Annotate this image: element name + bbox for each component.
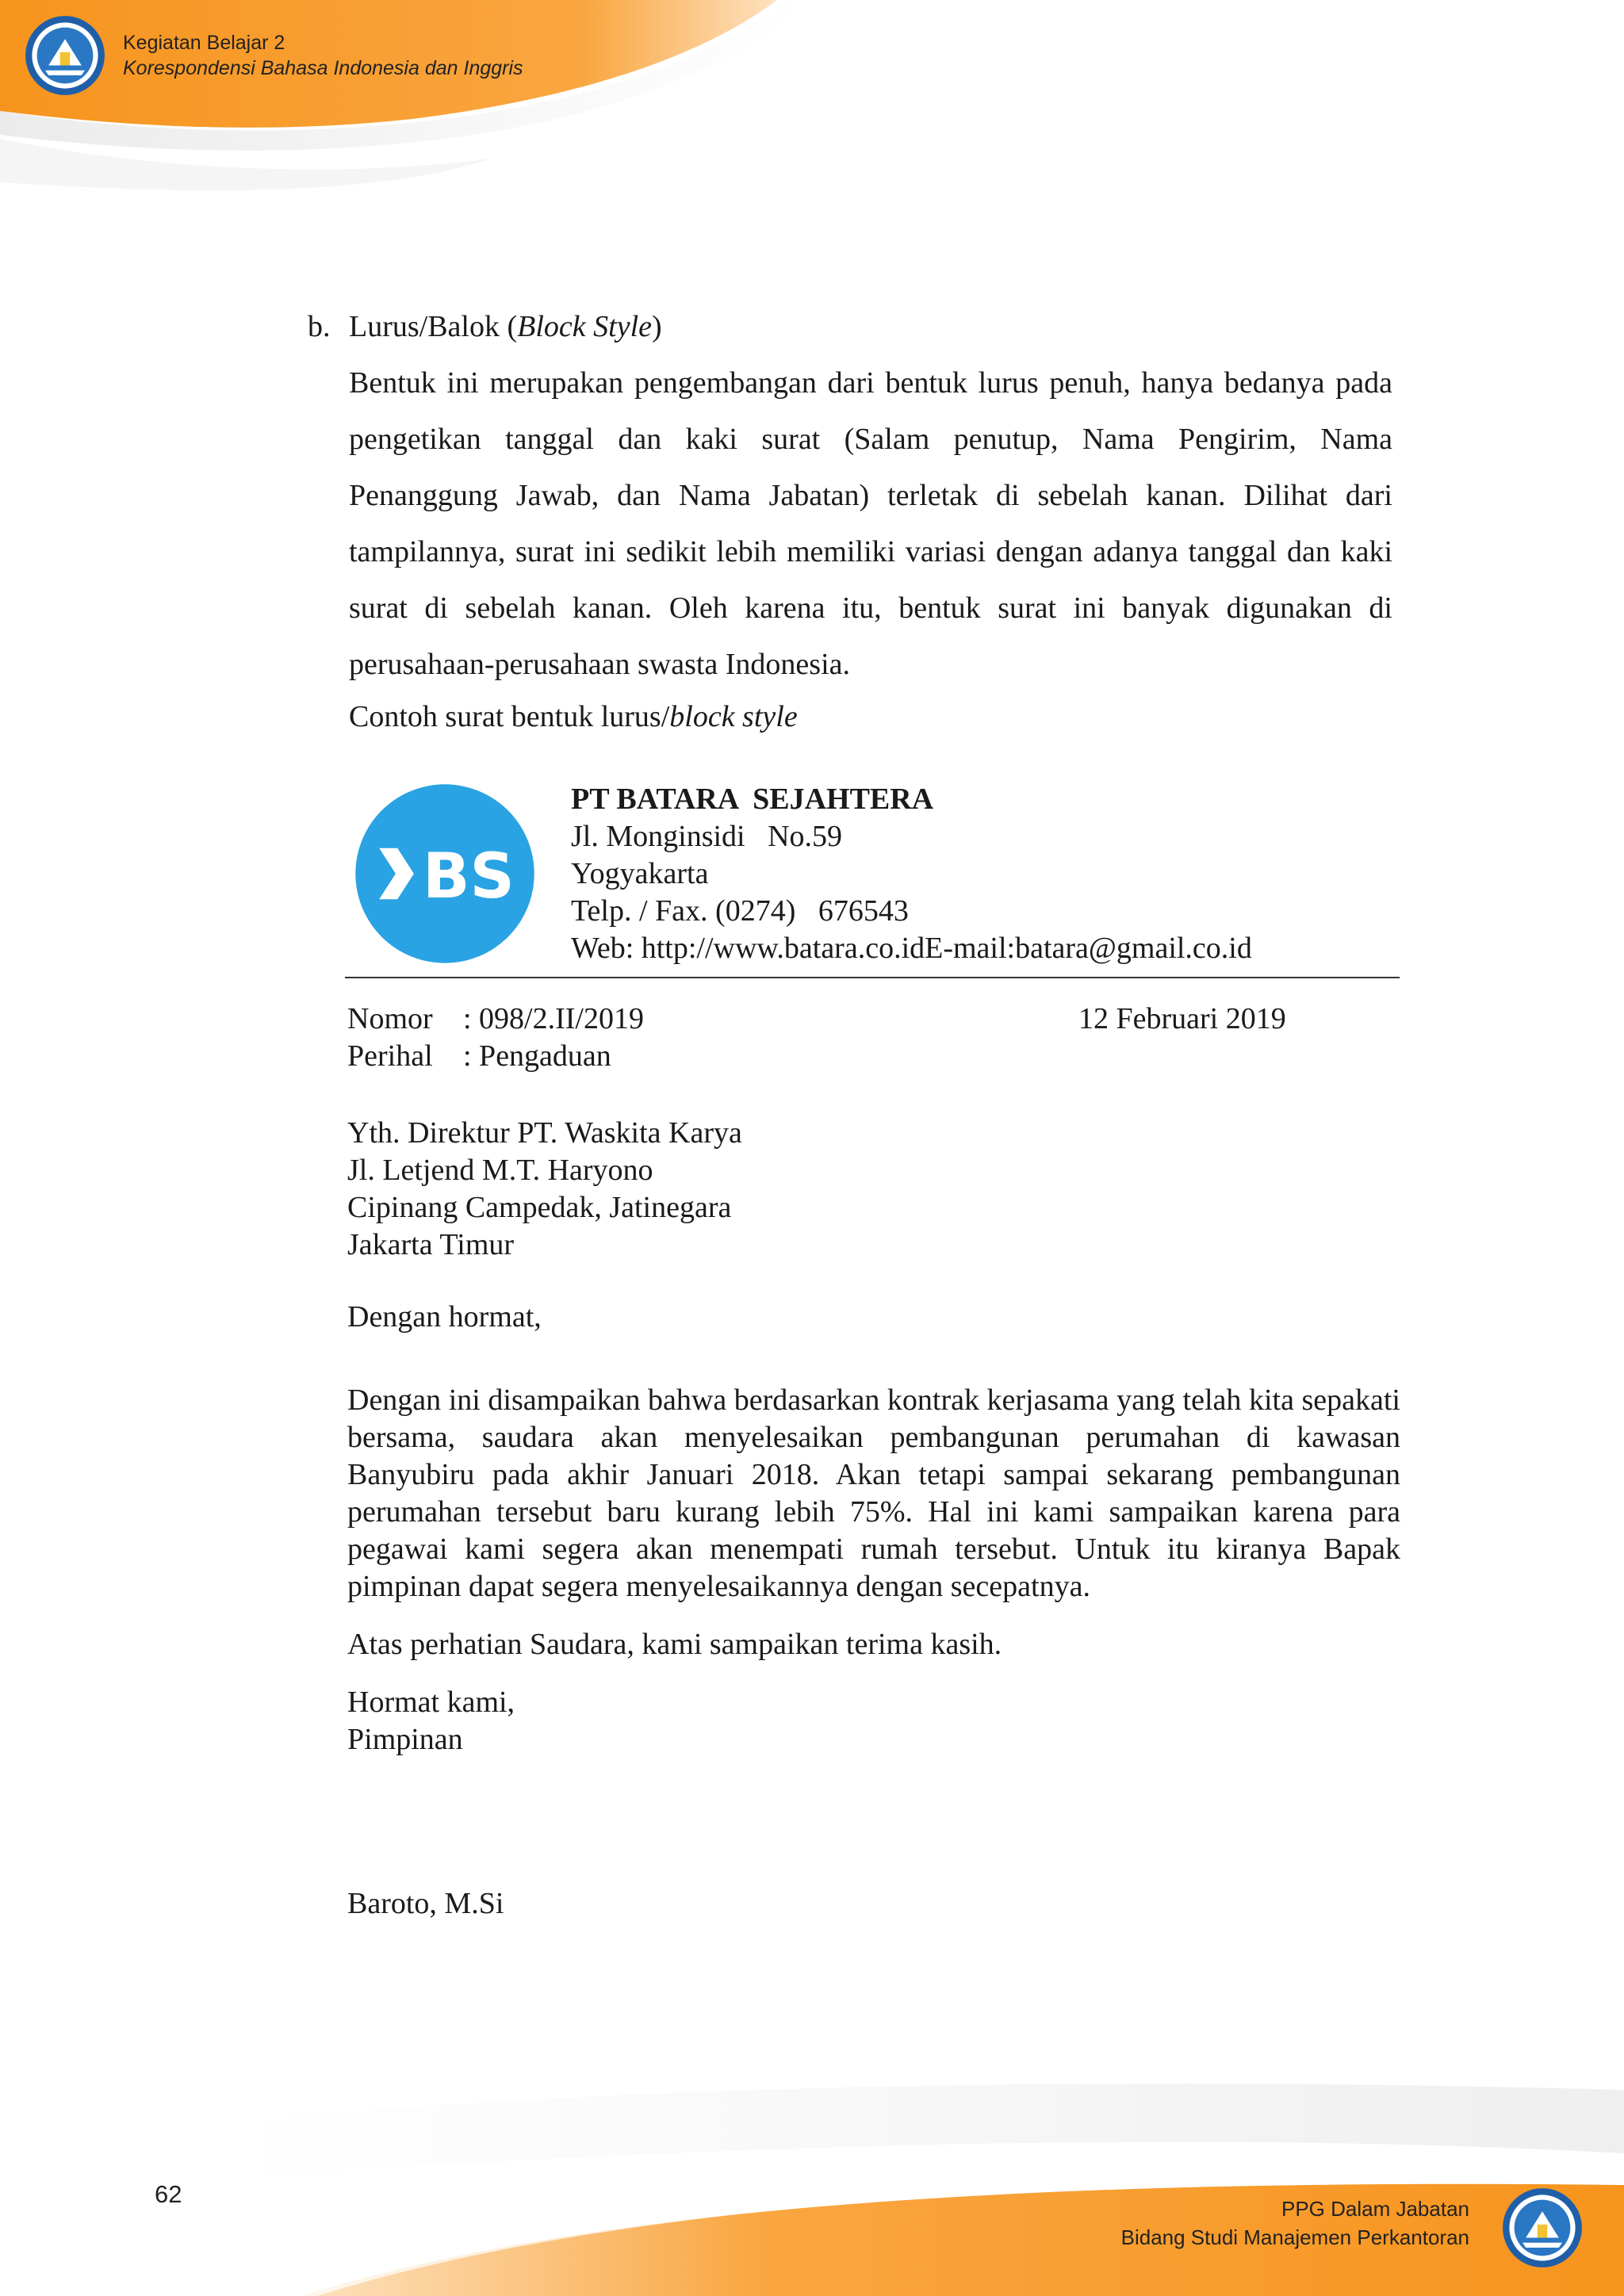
header-activity: Kegiatan Belajar 2 [123, 32, 285, 54]
section-heading [308, 305, 1394, 348]
tut-wuri-handayani-emblem-icon [24, 14, 106, 97]
company-logo [354, 783, 536, 965]
recipient-line: Cipinang Campedak, Jatinegara [347, 1191, 732, 1224]
company-web: Web: http://www.batara.co.idE-mail:batara@gmail.co.id [571, 932, 1252, 965]
closing-line: Atas perhatian Saudara, kami sampaikan terima kasih. [347, 1628, 1002, 1661]
perihal-label: Perihal [347, 1039, 433, 1073]
company-info [571, 781, 1252, 967]
description-paragraph: Bentuk ini merupakan pengembangan dari bentuk lurus penuh, hanya bedanya pada pengetikan tanggal dan kaki surat (Salam penutup, Nama Pengirim, Nama Penanggung Jawab, dan Nama Jabatan) terletak di sebelah kanan. Dilihat dari tampilannya, surat ini sedikit lebih memiliki variasi dengan adanya tanggal dan kaki surat di sebelah kanan. Oleh karena itu, bentuk surat ini banyak digunakan di perusahaan-perusahaan swasta Indonesia. [349, 366, 1392, 681]
salutation: Dengan hormat, [347, 1300, 542, 1334]
letter-body: Dengan ini disampaikan bahwa berdasarkan kontrak kerjasama yang telah kita sepakati bersama, saudara akan menyelesaikan pembangunan perumahan di kawasan Banyubiru pada akhir Januari 2018. Akan tetapi sampai sekarang pembangunan perumahan tersebut baru kurang lebih 75%. Hal ini kami sampaikan karena para pegawai kami segera akan menempati rumah tersebut. Untuk itu kiranya Bapak pimpinan dapat segera menyelesaikannya dengan secepatnya. [347, 1383, 1400, 1603]
heading-text: Lurus/Balok ( [349, 310, 518, 343]
company-logo-text: BS [422, 840, 515, 913]
letter-meta [347, 1001, 1400, 1075]
recipient-line: Jakarta Timur [347, 1228, 515, 1261]
footer-swoosh [0, 2058, 1624, 2296]
sample-letter [347, 781, 1400, 1923]
header-text [123, 30, 523, 81]
company-address: Jl. Monginsidi No.59 [571, 820, 843, 853]
company-name: PT BATARA SEJAHTERA [571, 783, 934, 816]
header-subtitle: Korespondensi Bahasa Indonesia dan Inggris [123, 57, 523, 79]
letterhead-divider [345, 977, 1400, 978]
example-text: Contoh surat bentuk lurus/ [349, 700, 670, 733]
nomor-label: Nomor [347, 1002, 433, 1035]
regards: Hormat kami, [347, 1686, 515, 1719]
letter-date: 12 Februari 2019 [1078, 1002, 1286, 1035]
example-italic: block style [669, 700, 798, 733]
recipient-line: Yth. Direktur PT. Waskita Karya [347, 1116, 742, 1150]
company-phone: Telp. / Fax. (0274) 676543 [571, 894, 909, 928]
perihal-value: : Pengaduan [463, 1039, 611, 1073]
footer-text [1121, 2195, 1469, 2252]
recipient-line: Jl. Letjend M.T. Haryono [347, 1154, 653, 1187]
heading-close: ) [652, 310, 662, 343]
nomor-value: : 098/2.II/2019 [463, 1002, 644, 1035]
list-marker: b. [308, 310, 331, 343]
heading-italic: Block Style [517, 310, 652, 343]
footer-program: PPG Dalam Jabatan [1281, 2197, 1469, 2221]
main-content [308, 305, 1394, 738]
nomor-row [347, 1001, 1078, 1038]
footer-field: Bidang Studi Manajemen Perkantoran [1120, 2225, 1469, 2249]
perihal-row [347, 1038, 1078, 1075]
letterhead [347, 781, 1400, 967]
tut-wuri-handayani-emblem-icon [1501, 2187, 1584, 2269]
example-caption [349, 695, 1392, 738]
recipient-block [347, 1115, 1400, 1264]
page-number: 62 [155, 2180, 182, 2208]
signer-position: Pimpinan [347, 1723, 463, 1756]
company-city: Yogyakarta [571, 857, 709, 890]
signer-name: Baroto, M.Si [347, 1887, 504, 1920]
